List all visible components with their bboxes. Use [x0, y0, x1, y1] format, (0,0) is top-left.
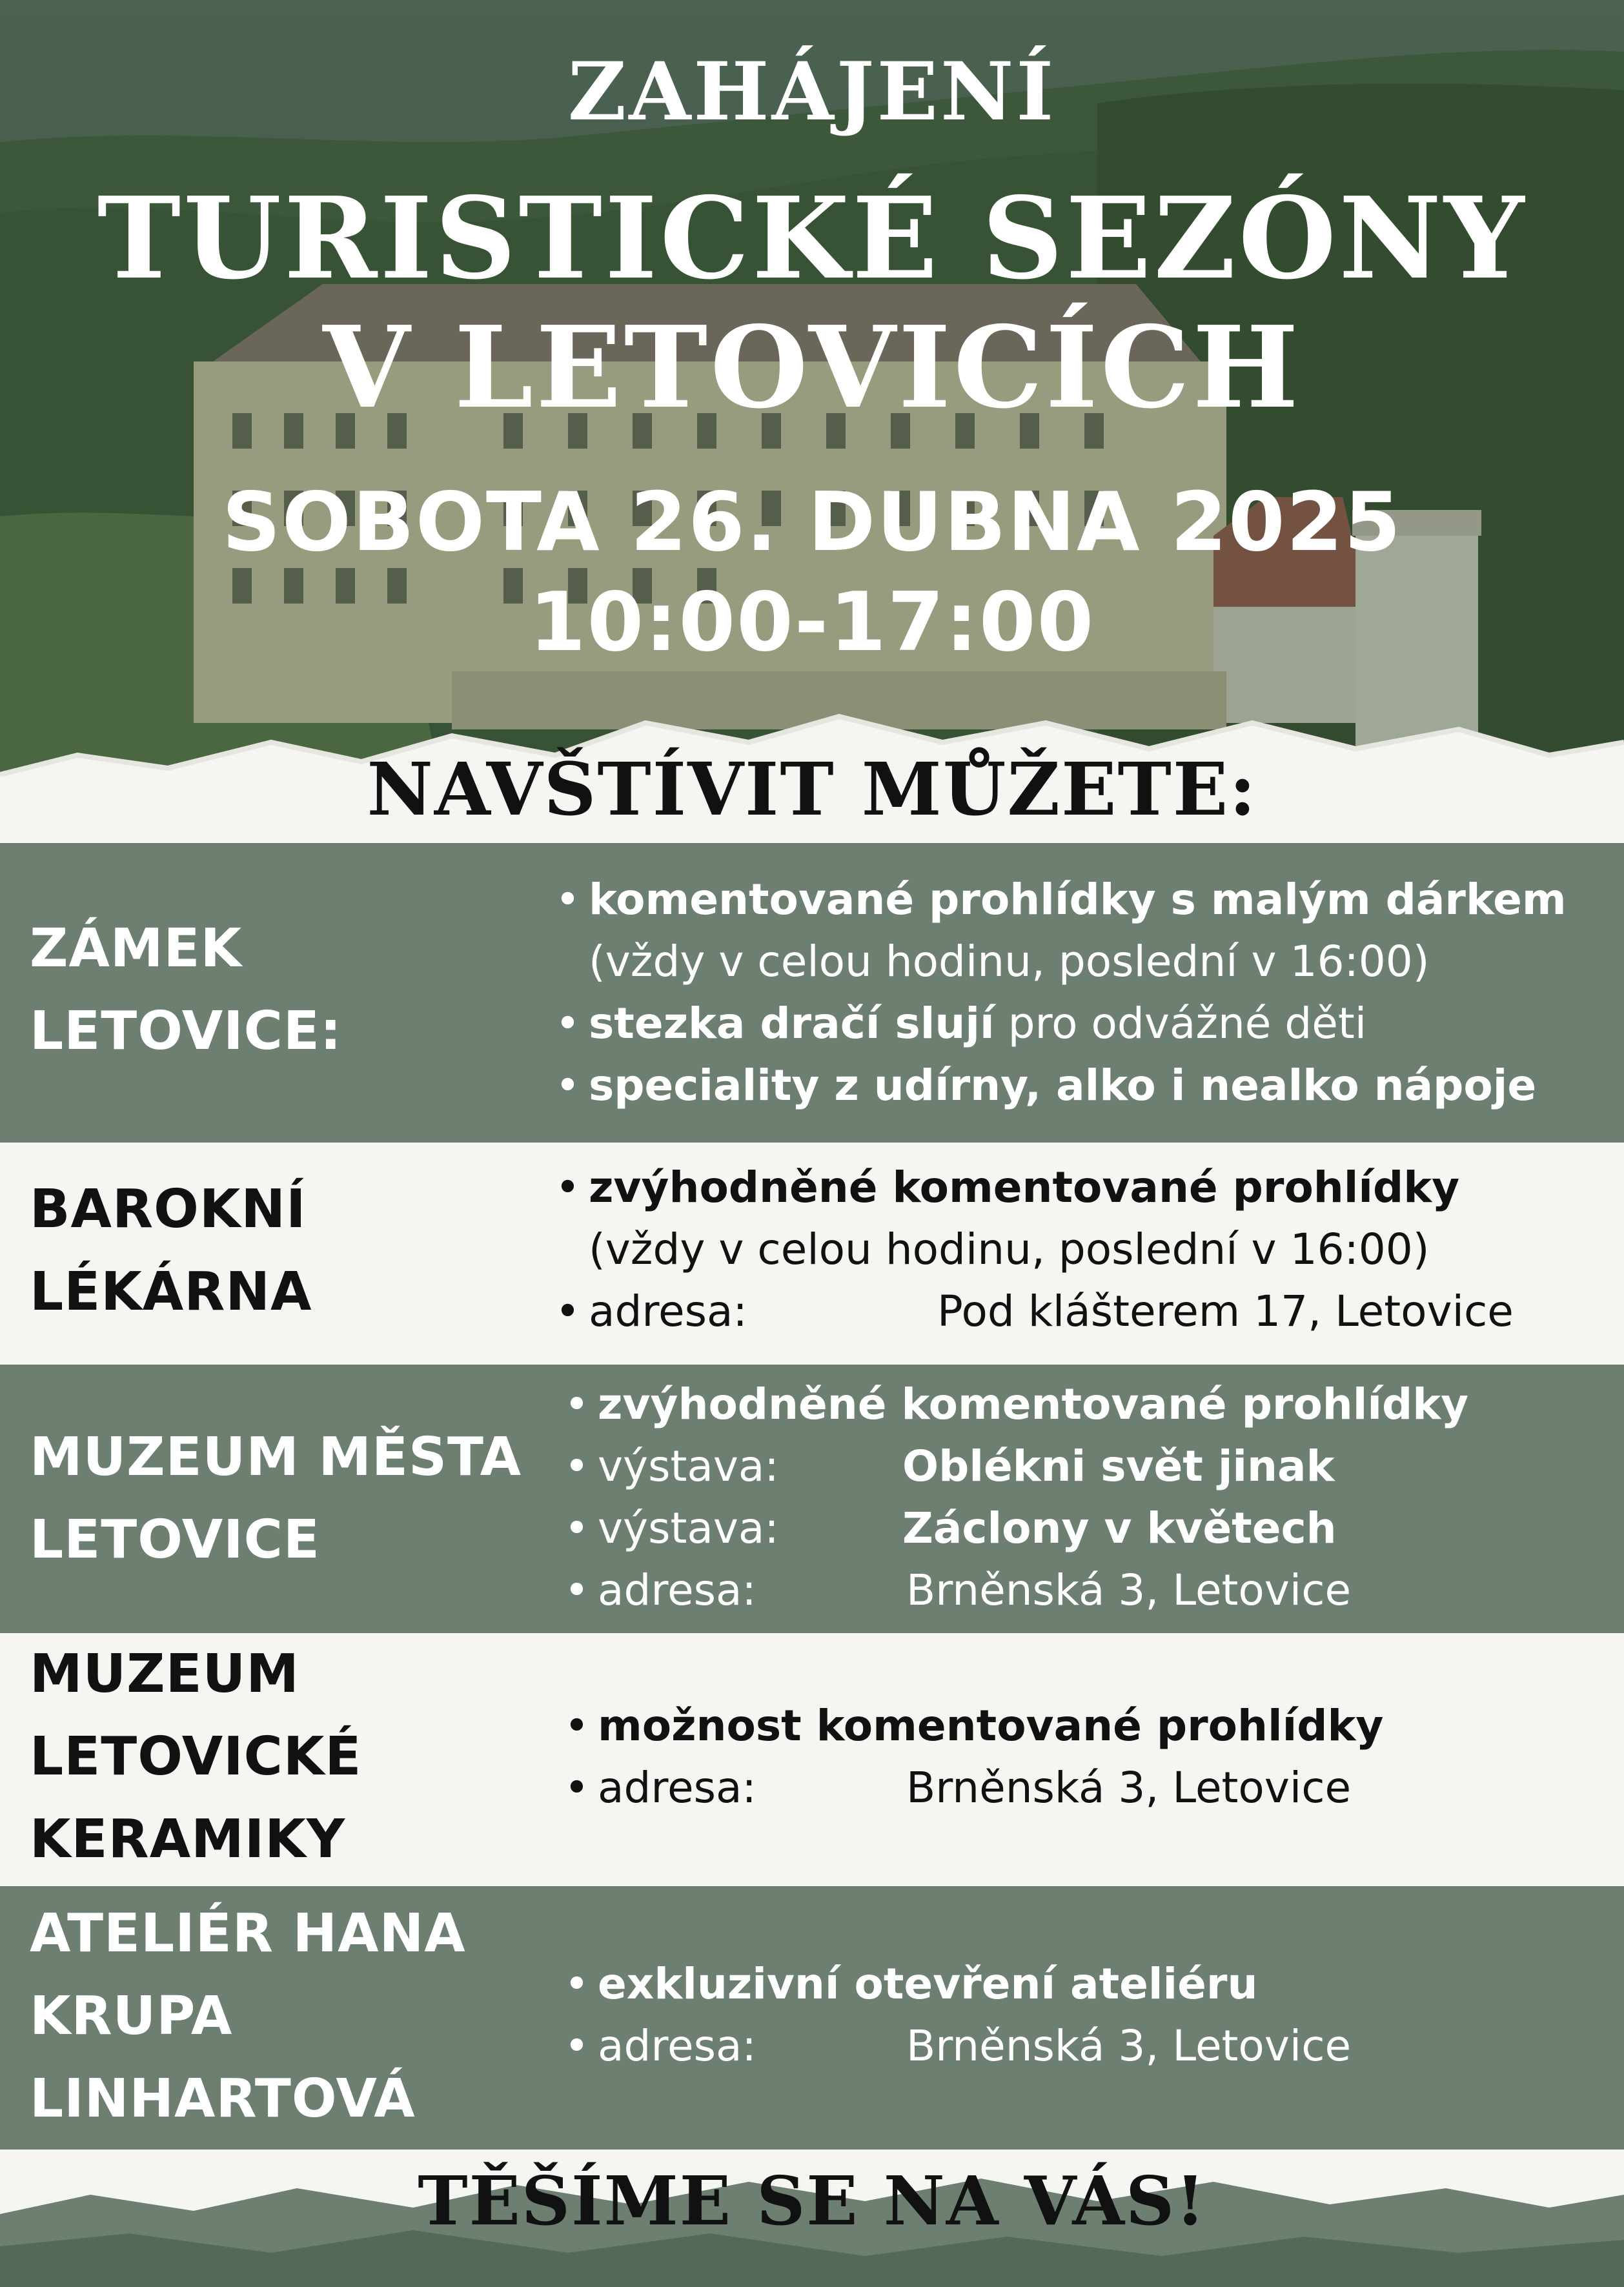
venue-name [30, 1893, 466, 2140]
list-item: • komentované prohlídky s malým dárkem [549, 869, 1567, 931]
venue-name-line: KERAMIKY [30, 1809, 346, 1870]
bullet-icon: • [564, 1763, 589, 1813]
event-date: SOBOTA 26. DUBNA 2025 [221, 474, 1403, 569]
venue-name-line: LINHARTOVÁ [30, 2068, 416, 2129]
hero-photo [0, 0, 1624, 839]
event-kicker: ZAHÁJENÍ [567, 45, 1057, 139]
bullet-icon: • [564, 1503, 589, 1553]
list-item: • možnost komentované prohlídky [558, 1695, 1383, 1757]
venue-name-line: LÉKÁRNA [30, 1261, 312, 1323]
list-item: • zvýhodněné komentované prohlídky [549, 1157, 1514, 1219]
venue-name-line: LETOVICE [30, 1509, 320, 1570]
closing-message: TĚŠÍME SE NA VÁS! [418, 2161, 1206, 2241]
list-item: • výstava: Záclony v květech [558, 1498, 1468, 1560]
list-item: • stezka dračí slují pro odvážné děti [549, 993, 1567, 1055]
venue-name-line: ZÁMEK [30, 918, 243, 979]
venue-name [30, 1416, 522, 1581]
bullet-icon: • [555, 1163, 580, 1212]
venue-items [558, 1953, 1351, 2077]
venue-items [549, 869, 1567, 1117]
venue-items [549, 1157, 1514, 1343]
venue-name-line: MUZEUM [30, 1643, 299, 1705]
bullet-icon: • [564, 1565, 589, 1615]
visit-heading: NAVŠTÍVIT MŮŽETE: [367, 747, 1257, 832]
venue-row-muzeum-mesta [0, 1365, 1624, 1633]
venue-row-lekarna [0, 1143, 1624, 1365]
bullet-icon: • [555, 875, 580, 924]
list-item: • speciality z udírny, alko i nealko nápoje [549, 1055, 1567, 1117]
venue-row-zamek [0, 843, 1624, 1143]
list-item: • adresa: Pod klášterem 17, Letovice [549, 1281, 1514, 1343]
bullet-icon: • [564, 2021, 589, 2071]
bullet-icon: • [564, 1959, 589, 2009]
venue-name-line: LETOVICKÉ [30, 1726, 362, 1787]
venue-name-line: MUZEUM MĚSTA [30, 1427, 522, 1488]
event-title-line-1: TURISTICKÉ SEZÓNY [97, 173, 1527, 305]
bullet-icon: • [555, 1286, 580, 1336]
bullet-icon: • [555, 999, 580, 1048]
venue-name [30, 1633, 361, 1881]
venue-items [558, 1374, 1468, 1621]
event-title-line-2: V LETOVICÍCH [323, 302, 1301, 434]
venue-name-line: ATELIÉR HANA [30, 1903, 466, 1964]
venue-name-line: KRUPA [30, 1986, 233, 2047]
bullet-icon: • [555, 1061, 580, 1110]
venue-name-line: LETOVICE: [30, 1001, 342, 1062]
venue-name [30, 908, 342, 1073]
list-item: • výstava: Oblékni svět jinak [558, 1436, 1468, 1498]
venue-row-muzeum-keramiky [0, 1633, 1624, 1886]
list-item-continuation: (vždy v celou hodinu, poslední v 16:00) [589, 937, 1430, 986]
venue-row-atelier [0, 1886, 1624, 2150]
venue-items [558, 1695, 1383, 1819]
venue-name-line: BAROKNÍ [30, 1179, 307, 1240]
list-item: • adresa: Brněnská 3, Letovice [558, 1560, 1468, 1621]
list-item-continuation: (vždy v celou hodinu, poslední v 16:00) [589, 1225, 1430, 1274]
list-item: • adresa: Brněnská 3, Letovice [558, 1757, 1383, 1819]
list-item: • exkluzivní otevření ateliéru [558, 1953, 1351, 2015]
list-item: • adresa: Brněnská 3, Letovice [558, 2015, 1351, 2077]
event-time: 10:00-17:00 [529, 574, 1095, 669]
bullet-icon: • [564, 1701, 589, 1751]
list-item: • zvýhodněné komentované prohlídky [558, 1374, 1468, 1436]
venue-name [30, 1168, 312, 1334]
bullet-icon: • [564, 1441, 589, 1491]
bullet-icon: • [564, 1379, 589, 1429]
